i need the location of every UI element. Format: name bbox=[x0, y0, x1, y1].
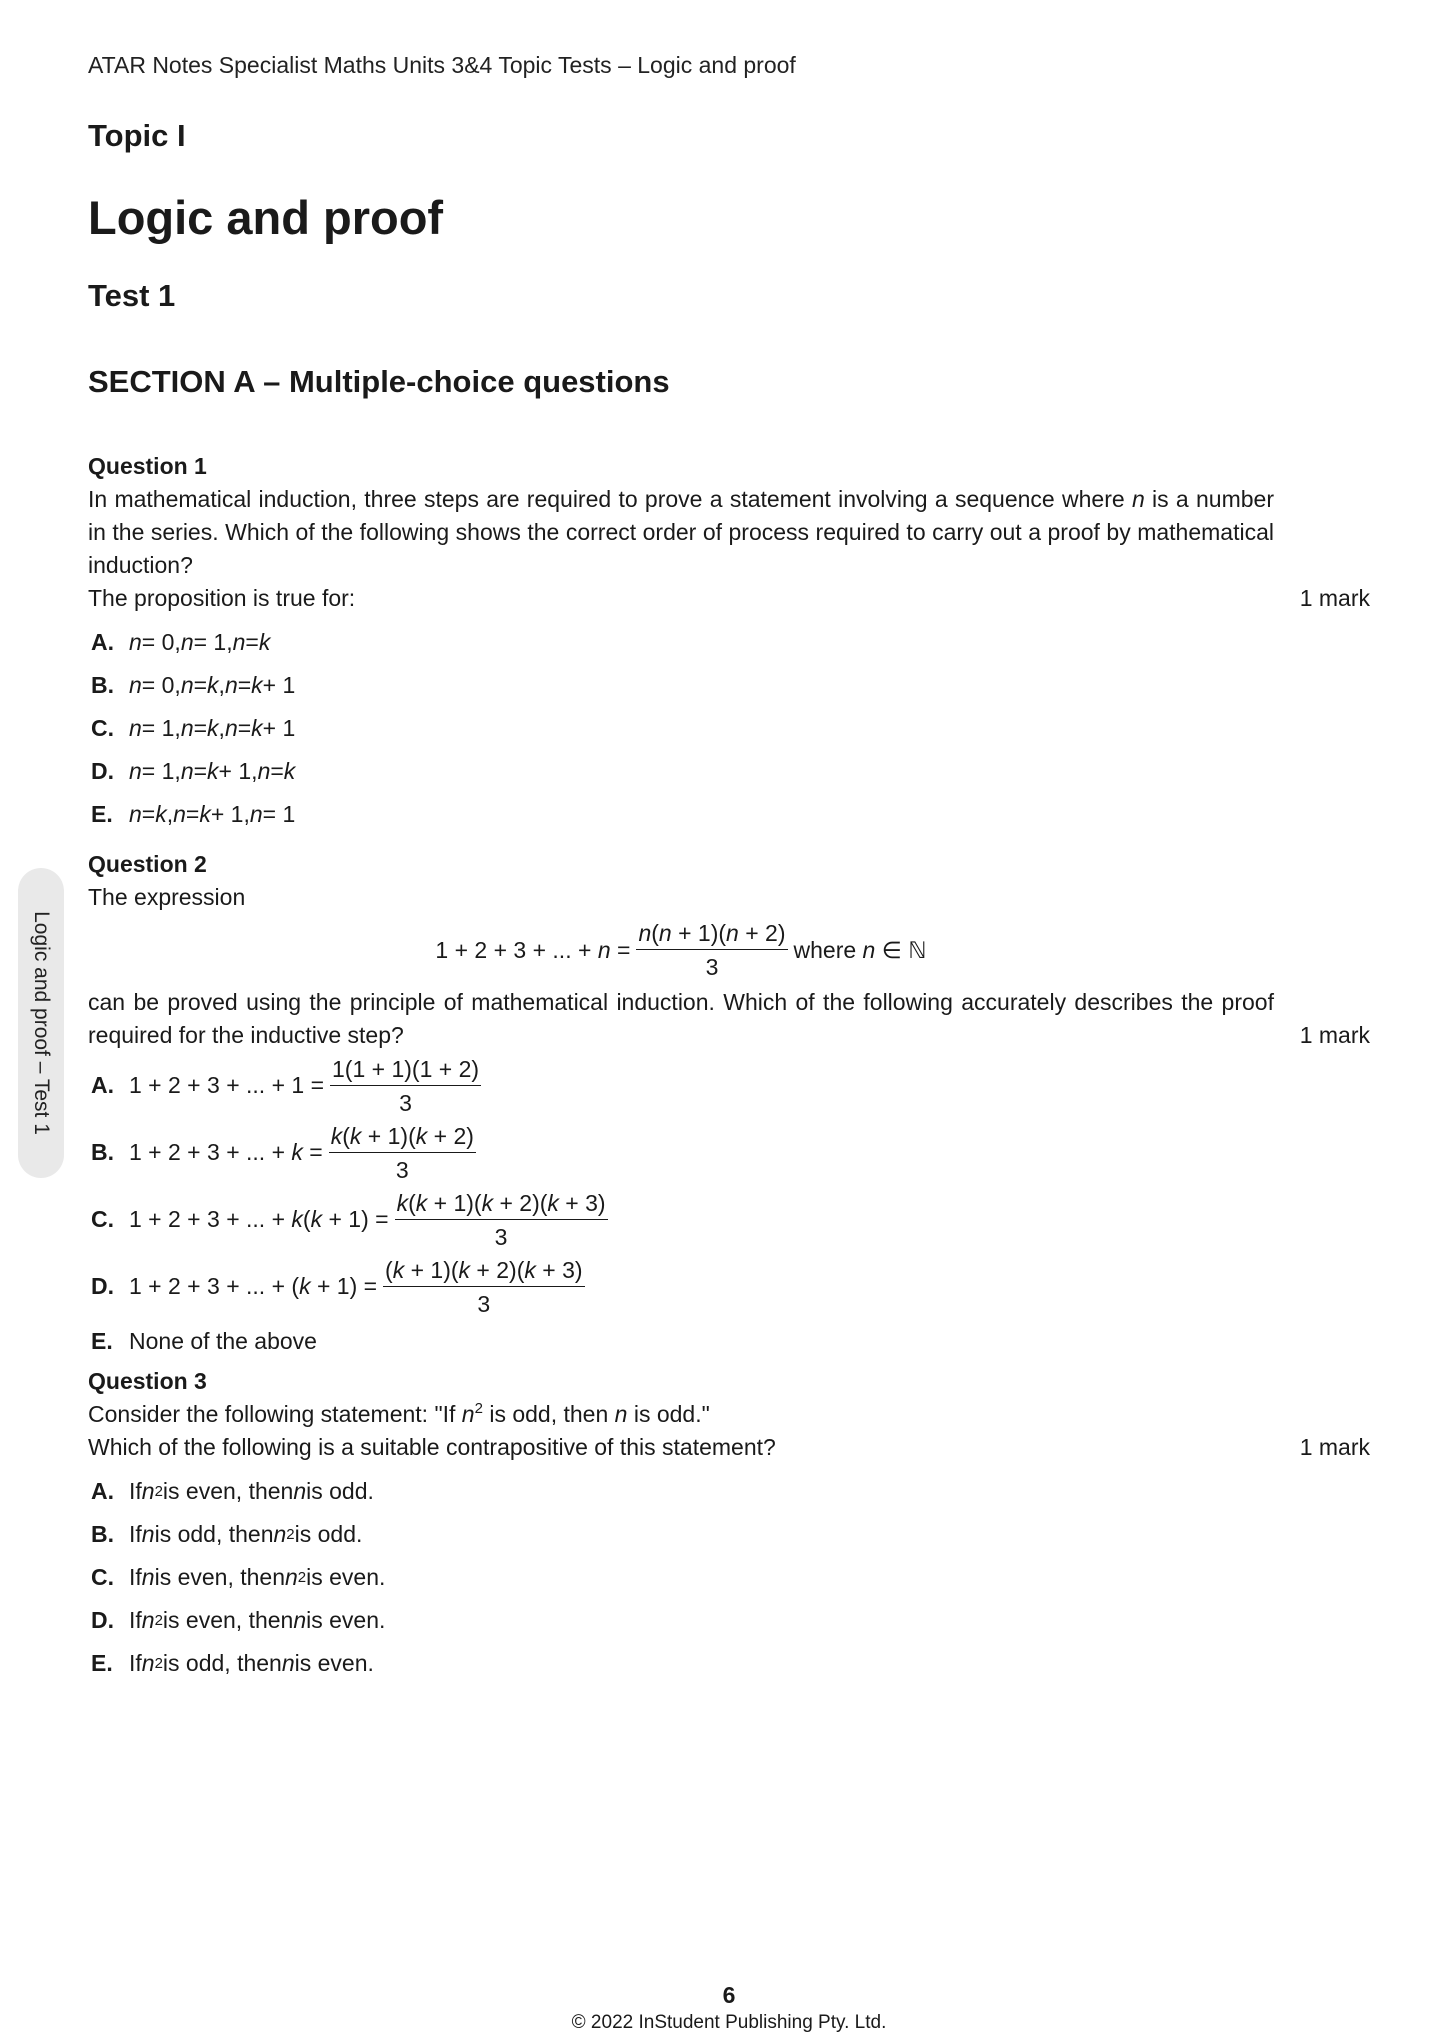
question-heading: Question 2 bbox=[88, 851, 207, 877]
option-letter: A. bbox=[91, 1072, 114, 1098]
fraction-numerator: n(n + 1)(n + 2) bbox=[636, 919, 787, 950]
option-letter: E. bbox=[91, 1650, 113, 1676]
option-text: n = k , n = k + 1, n = 1 bbox=[129, 801, 296, 827]
side-tab-label: Logic and proof – Test 1 bbox=[30, 911, 53, 1135]
option-e[interactable] bbox=[88, 1320, 1370, 1363]
option-fraction bbox=[330, 1055, 481, 1117]
fraction-denominator: 3 bbox=[395, 1156, 409, 1183]
fraction-numerator: (k + 1)(k + 2)(k + 3) bbox=[383, 1256, 585, 1287]
option-e[interactable] bbox=[88, 793, 1370, 836]
question-2 bbox=[88, 848, 1370, 1363]
page-number: 6 bbox=[722, 1982, 736, 2008]
option-c[interactable] bbox=[88, 1186, 1370, 1253]
option-d[interactable] bbox=[88, 1253, 1370, 1320]
option-letter: C. bbox=[91, 1564, 114, 1590]
fraction-numerator: k(k + 1)(k + 2)(k + 3) bbox=[395, 1189, 608, 1220]
option-text: If n 2 is even, then n is odd. bbox=[129, 1478, 374, 1504]
option-fraction bbox=[383, 1256, 585, 1318]
option-letter: D. bbox=[91, 758, 114, 784]
fraction-denominator: 3 bbox=[705, 954, 719, 980]
question-text: Consider the following statement: "If $n^2$ is odd, then n is odd." bbox=[88, 1400, 710, 1427]
topic-label: Topic I bbox=[88, 118, 186, 153]
display-equation bbox=[88, 914, 1274, 986]
equation-lhs: 1 + 2 + 3 + ... + n = bbox=[435, 936, 631, 963]
option-lhs: 1 + 2 + 3 + ... + (k + 1) = bbox=[129, 1273, 378, 1299]
option-letter: B. bbox=[91, 1521, 114, 1547]
option-c[interactable] bbox=[88, 707, 1370, 750]
question-1 bbox=[88, 450, 1370, 836]
marks-label: 1 mark bbox=[1299, 585, 1370, 611]
option-fraction bbox=[395, 1189, 608, 1251]
option-text: If n is odd, then n 2 is odd. bbox=[129, 1521, 363, 1547]
marks-label: 1 mark bbox=[1299, 1022, 1370, 1048]
option-letter: B. bbox=[91, 1139, 114, 1165]
option-fraction bbox=[329, 1122, 476, 1184]
option-text: n = 1, n = k , n = k + 1 bbox=[129, 715, 296, 741]
equation-condition: where n ∈ ℕ bbox=[793, 936, 927, 963]
option-a[interactable] bbox=[88, 1470, 1370, 1513]
option-a[interactable] bbox=[88, 1052, 1370, 1119]
fraction-denominator: 3 bbox=[494, 1223, 508, 1250]
question-heading: Question 3 bbox=[88, 1368, 207, 1394]
option-c[interactable] bbox=[88, 1556, 1370, 1599]
option-letter: D. bbox=[91, 1607, 114, 1633]
option-lhs: 1 + 2 + 3 + ... + k = bbox=[129, 1139, 323, 1165]
question-prompt: Which of the following is a suitable contrapositive of this statement? bbox=[88, 1434, 776, 1460]
question-text: can be proved using the principle of mathematical induction. Which of the following accurately describes the proof required for the inductive step? bbox=[88, 989, 1274, 1048]
topic-title: Logic and proof bbox=[88, 191, 444, 244]
option-letter: A. bbox=[91, 629, 114, 655]
option-text: None of the above bbox=[129, 1328, 317, 1354]
side-tab bbox=[18, 868, 64, 1178]
option-text: n = 1, n = k + 1, n = k bbox=[129, 758, 296, 784]
option-text bbox=[129, 1122, 482, 1184]
option-letter: B. bbox=[91, 672, 114, 698]
question-text: In mathematical induction, three steps are required to prove a statement involving a sequence where n is a number in the series. Which of the following shows the correct order of process required to carry out a proof by mathematical induction? bbox=[88, 486, 1274, 578]
fraction-numerator: 1(1 + 1)(1 + 2) bbox=[330, 1055, 481, 1086]
option-text bbox=[129, 1256, 591, 1318]
option-lhs: 1 + 2 + 3 + ... + 1 = bbox=[129, 1072, 325, 1098]
option-b[interactable] bbox=[88, 664, 1370, 707]
running-header: ATAR Notes Specialist Maths Units 3&4 Topic Tests – Logic and proof bbox=[88, 52, 796, 78]
option-text: If n 2 is odd, then n is even. bbox=[129, 1650, 374, 1676]
option-lhs: 1 + 2 + 3 + ... + k(k + 1) = bbox=[129, 1206, 389, 1232]
option-letter: A. bbox=[91, 1478, 114, 1504]
equation-fraction bbox=[636, 919, 787, 981]
option-a[interactable] bbox=[88, 621, 1370, 664]
option-letter: E. bbox=[91, 801, 113, 827]
question-3 bbox=[88, 1365, 1370, 1685]
fraction-denominator: 3 bbox=[399, 1089, 412, 1116]
option-text: n = 0, n = 1, n = k bbox=[129, 629, 271, 655]
question-intro: The expression bbox=[88, 884, 246, 910]
question-prompt: The proposition is true for: bbox=[88, 585, 356, 611]
fraction-numerator: k(k + 1)(k + 2) bbox=[329, 1122, 476, 1153]
fraction-denominator: 3 bbox=[477, 1290, 491, 1317]
copyright: © 2022 InStudent Publishing Pty. Ltd. bbox=[571, 2012, 887, 2033]
option-letter: D. bbox=[91, 1273, 114, 1299]
option-letter: C. bbox=[91, 1206, 114, 1232]
option-e[interactable] bbox=[88, 1642, 1370, 1685]
option-b[interactable] bbox=[88, 1513, 1370, 1556]
option-text: If n is even, then n 2 is even. bbox=[129, 1564, 386, 1590]
option-text: n = 0, n = k , n = k + 1 bbox=[129, 672, 296, 698]
marks-label: 1 mark bbox=[1299, 1434, 1370, 1460]
question-heading: Question 1 bbox=[88, 453, 207, 479]
option-b[interactable] bbox=[88, 1119, 1370, 1186]
option-text bbox=[129, 1055, 487, 1117]
option-letter: C. bbox=[91, 715, 114, 741]
test-title: Test 1 bbox=[88, 278, 176, 313]
option-letter: E. bbox=[91, 1328, 113, 1354]
option-text bbox=[129, 1189, 614, 1251]
option-text: If n 2 is even, then n is even. bbox=[129, 1607, 386, 1633]
option-d[interactable] bbox=[88, 1599, 1370, 1642]
option-d[interactable] bbox=[88, 750, 1370, 793]
section-title: SECTION A – Multiple-choice questions bbox=[88, 364, 670, 399]
